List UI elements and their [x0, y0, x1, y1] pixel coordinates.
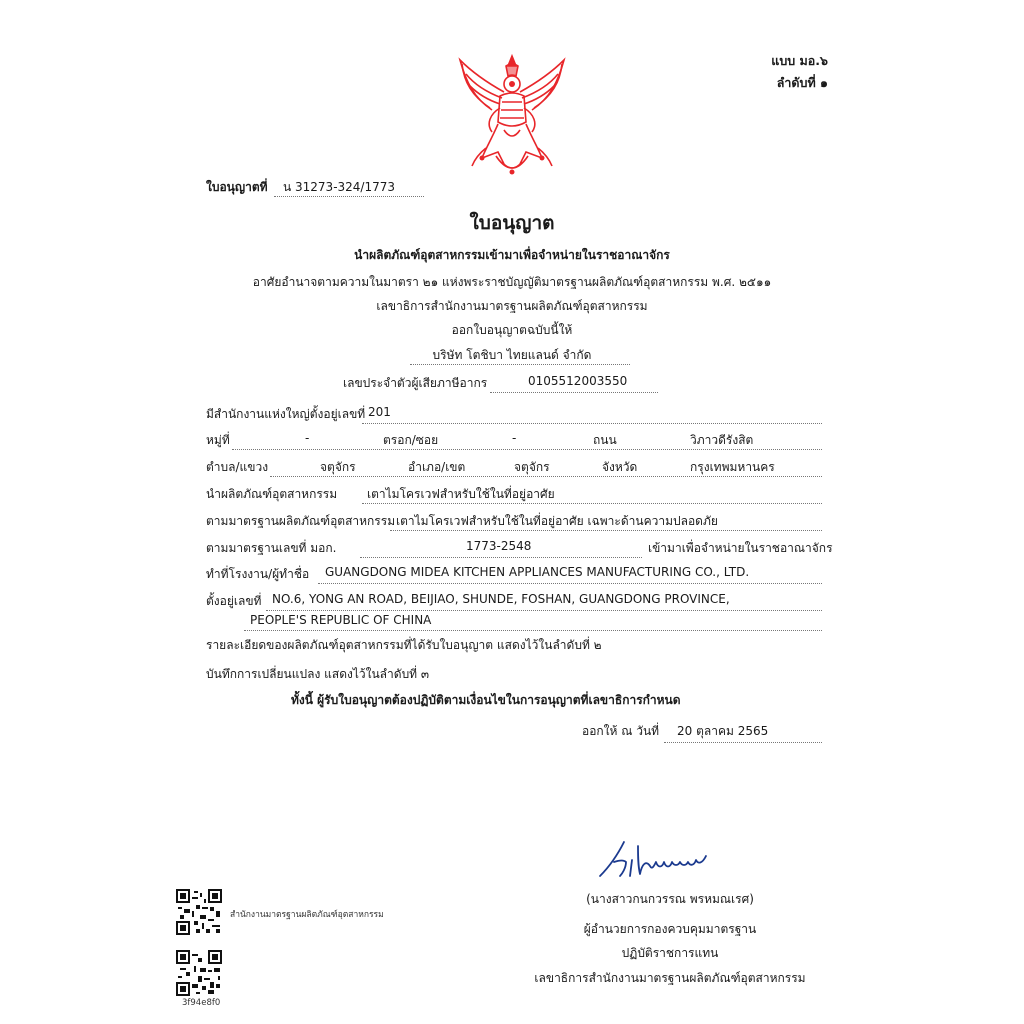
moo-value: - [305, 431, 310, 445]
standard-no-value: 1773-2548 [466, 539, 532, 553]
import-suffix: เข้ามาเพื่อจำหน่ายในราชอาณาจักร [648, 541, 833, 555]
factory-address-underline1 [266, 610, 822, 611]
issue-date-label: ออกให้ ณ วันที่ [582, 724, 660, 738]
tax-id-underline [490, 392, 658, 393]
tax-id-label: เลขประจำตัวผู้เสียภาษีอากร [343, 376, 488, 390]
signature-image [596, 836, 720, 882]
province-label: จังหวัด [602, 460, 638, 474]
signer-position: ผู้อำนวยการกองควบคุมมาตรฐาน [583, 922, 757, 936]
company-name: บริษัท โตชิบา ไทยแลนด์ จำกัด [432, 348, 592, 362]
license-number-value: น 31273-324/1773 [283, 180, 396, 194]
details-line: รายละเอียดของผลิตภัณฑ์อุตสาหกรรมที่ได้รับใบอนุญาต แสดงไว้ในลำดับที่ ๒ [206, 638, 602, 652]
road-label: ถนน [593, 433, 617, 447]
document-title: ใบอนุญาต [469, 212, 555, 234]
road-value: วิภาวดีรังสิต [690, 433, 754, 447]
qr-code-bottom [176, 950, 222, 996]
issue-line: ออกใบอนุญาตฉบับนี้ให้ [451, 323, 573, 337]
signer-on-behalf: เลขาธิการสำนักงานมาตรฐานผลิตภัณฑ์อุตสาหกรรม [534, 971, 806, 985]
standard-value: เตาไมโครเวฟสำหรับใช้ในที่อยู่อาศัย เฉพาะด้านความปลอดภัย [396, 514, 718, 528]
form-code-block [771, 50, 828, 94]
condition-line: ทั้งนี้ ผู้รับใบอนุญาตต้องปฏิบัติตามเงื่อนไขในการอนุญาตที่เลขาธิการกำหนด [291, 693, 681, 707]
subdistrict-label: ตำบล/แขวง [206, 460, 269, 474]
district-label: อำเภอ/เขต [408, 460, 466, 474]
issue-date-value: 20 ตุลาคม 2565 [677, 724, 769, 738]
form-code: แบบ มอ.๖ [771, 53, 828, 68]
qr-code-text: 3f94e8f0 [182, 998, 221, 1008]
standard-no-label: ตามมาตรฐานเลขที่ มอก. [206, 541, 337, 555]
product-label: นำผลิตภัณฑ์อุตสาหกรรม [206, 487, 338, 501]
garuda-emblem-icon [456, 52, 568, 180]
product-value: เตาไมโครเวฟสำหรับใช้ในที่อยู่อาศัย [367, 487, 555, 501]
province-value: กรุงเทพมหานคร [690, 460, 775, 474]
qr-code-top [176, 889, 222, 935]
changes-line: บันทึกการเปลี่ยนแปลง แสดงไว้ในลำดับที่ ๓ [206, 667, 430, 681]
moo-label: หมู่ที่ [206, 433, 230, 447]
qr-caption: สำนักงานมาตรฐานผลิตภัณฑ์อุตสาหกรรม [230, 910, 384, 920]
subdistrict-value: จตุจักร [320, 460, 356, 474]
hq-underline [362, 423, 822, 424]
hq-value: 201 [368, 405, 391, 419]
product-underline [362, 503, 822, 504]
issue-date-underline [664, 742, 822, 743]
tax-id-value: 0105512003550 [528, 374, 628, 388]
secretary-line: เลขาธิการสำนักงานมาตรฐานผลิตภัณฑ์อุตสาหกรรม [376, 299, 648, 313]
factory-address-label: ตั้งอยู่เลขที่ [206, 594, 262, 608]
moo-road-underline [232, 449, 822, 450]
factory-address-line1: NO.6, YONG AN ROAD, BEIJIAO, SHUNDE, FOSHAN, GUANGDONG PROVINCE, [272, 592, 730, 606]
license-number-underline [274, 196, 424, 197]
factory-address-underline2 [244, 630, 822, 631]
authority-line: อาศัยอำนาจตามความในมาตรา ๒๑ แห่งพระราชบัญญัติมาตรฐานผลิตภัณฑ์อุตสาหกรรม พ.ศ. ๒๕๑๑ [252, 275, 772, 289]
district-value: จตุจักร [514, 460, 550, 474]
document-subtitle: นำผลิตภัณฑ์อุตสาหกรรมเข้ามาเพื่อจำหน่ายในราชอาณาจักร [354, 248, 670, 262]
standard-label: ตามมาตรฐานผลิตภัณฑ์อุตสาหกรรม [206, 514, 396, 528]
soi-label: ตรอก/ซอย [383, 433, 439, 447]
soi-value: - [512, 431, 517, 445]
company-underline [410, 364, 630, 365]
standard-no-underline [360, 557, 642, 558]
license-number-label: ใบอนุญาตที่ [206, 180, 268, 194]
form-sequence: ลำดับที่ ๑ [776, 75, 828, 90]
standard-underline [390, 530, 822, 531]
factory-address-line2: PEOPLE'S REPUBLIC OF CHINA [250, 613, 432, 627]
factory-label: ทำที่โรงงาน/ผู้ทำชื่อ [206, 567, 310, 581]
factory-value: GUANGDONG MIDEA KITCHEN APPLIANCES MANUFACTURING CO., LTD. [325, 565, 750, 579]
factory-underline [318, 583, 822, 584]
subdistrict-province-underline [270, 476, 822, 477]
signer-name: (นางสาวกนกวรรณ พรหมณเรศ) [586, 892, 754, 906]
signer-acting: ปฏิบัติราชการแทน [621, 946, 719, 960]
hq-label: มีสำนักงานแห่งใหญ่ตั้งอยู่เลขที่ [206, 407, 366, 421]
